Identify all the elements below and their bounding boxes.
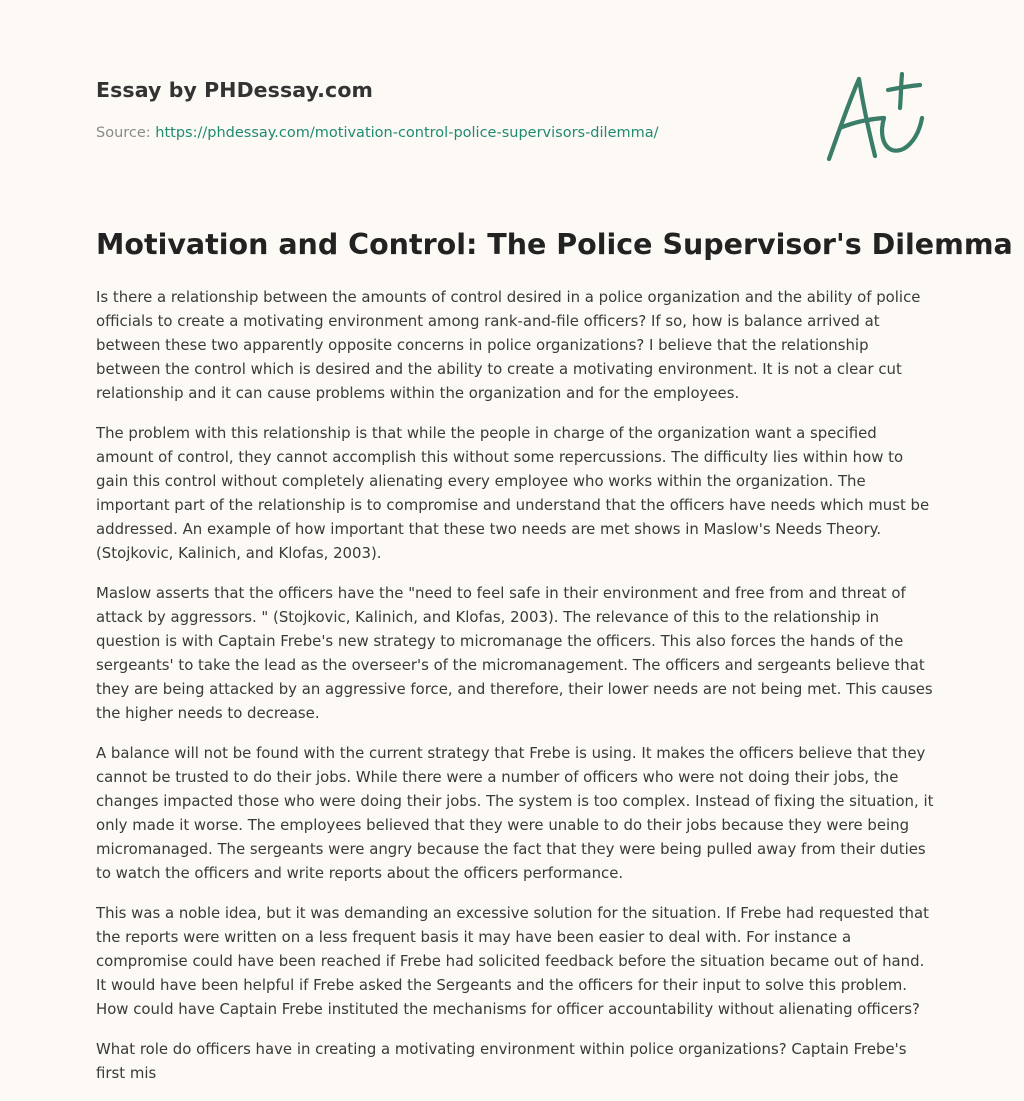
essay-paragraph: Is there a relationship between the amounts of control desired in a police organization and the ability of police officials to create a motivating environment among rank-and-file officers? If so, how is balance arrived at between these two apparently opposite concerns in police organizations? I believe that the relationship between the control which is desired and the ability to create a motivating environment. It is not a clear cut relationship and it can cause problems within the organization and for the employees. (96, 288, 921, 402)
essay-paragraph: Maslow asserts that the officers have the "need to feel safe in their environment and free from and threat of attack by aggressors. " (Stojkovic, Kalinich, and Klofas, 2003). The relevance of this to the relationship in question is with Captain Frebe's new strategy to micromanage the officers. This also forces the hands of the sergeants' to take the lead as the overseer's of the micromanagement. The officers and sergeants believe that they are being attacked by an aggressive force, and therefore, their lower needs are not being met. This causes the higher needs to decrease. (96, 584, 933, 722)
essay-body (96, 285, 936, 1101)
source-link[interactable]: https://phdessay.com/motivation-control-police-supervisors-dilemma/ (155, 125, 659, 141)
essay-paragraph: What role do officers have in creating a motivating environment within police organizations? Captain Frebe's first mis (96, 1040, 907, 1082)
essay-paragraph: The problem with this relationship is that while the people in charge of the organization want a specified amount of control, they cannot accomplish this without some repercussions. The difficulty lies within how to gain this control without completely alienating every employee who works within the organization. The important part of the relationship is to compromise and understand that the officers have needs which must be addressed. An example of how important that these two needs are met shows in Maslow's Needs Theory. (Stojkovic, Kalinich, and Klofas, 2003). (96, 424, 930, 562)
source-label: Source: (96, 125, 156, 141)
page-header (96, 76, 796, 141)
source-line (96, 123, 659, 143)
essay-paragraph: A balance will not be found with the current strategy that Frebe is using. It makes the officers believe that they cannot be trusted to do their jobs. While there were a number of officers who were not doing their jobs, the changes impacted those who were doing their jobs. The system is too complex. Instead of fixing the situation, it only made it worse. The employees believed that they were unable to do their jobs because they were being micromanaged. The sergeants were angry because the fact that they were being pulled away from their duties to watch the officers and write reports about the officers performance. (96, 744, 934, 882)
essay-title: Motivation and Control: The Police Supervisor's Dilemma (96, 228, 1013, 261)
essay-paragraph: This was a noble idea, but it was demanding an excessive solution for the situation. If Frebe had requested that the reports were written on a less frequent basis it may have been easier to deal with. For instance a compromise could have been reached if Frebe had solicited feedback before the situation became out of hand. It would have been helpful if Frebe asked the Sergeants and the officers for their input to solve this problem. How could have Captain Frebe instituted the mechanisms for officer accountability without alienating officers? (96, 904, 929, 1018)
site-brand: Essay by PHDessay.com (96, 78, 373, 102)
a-plus-logo-icon (818, 66, 928, 166)
